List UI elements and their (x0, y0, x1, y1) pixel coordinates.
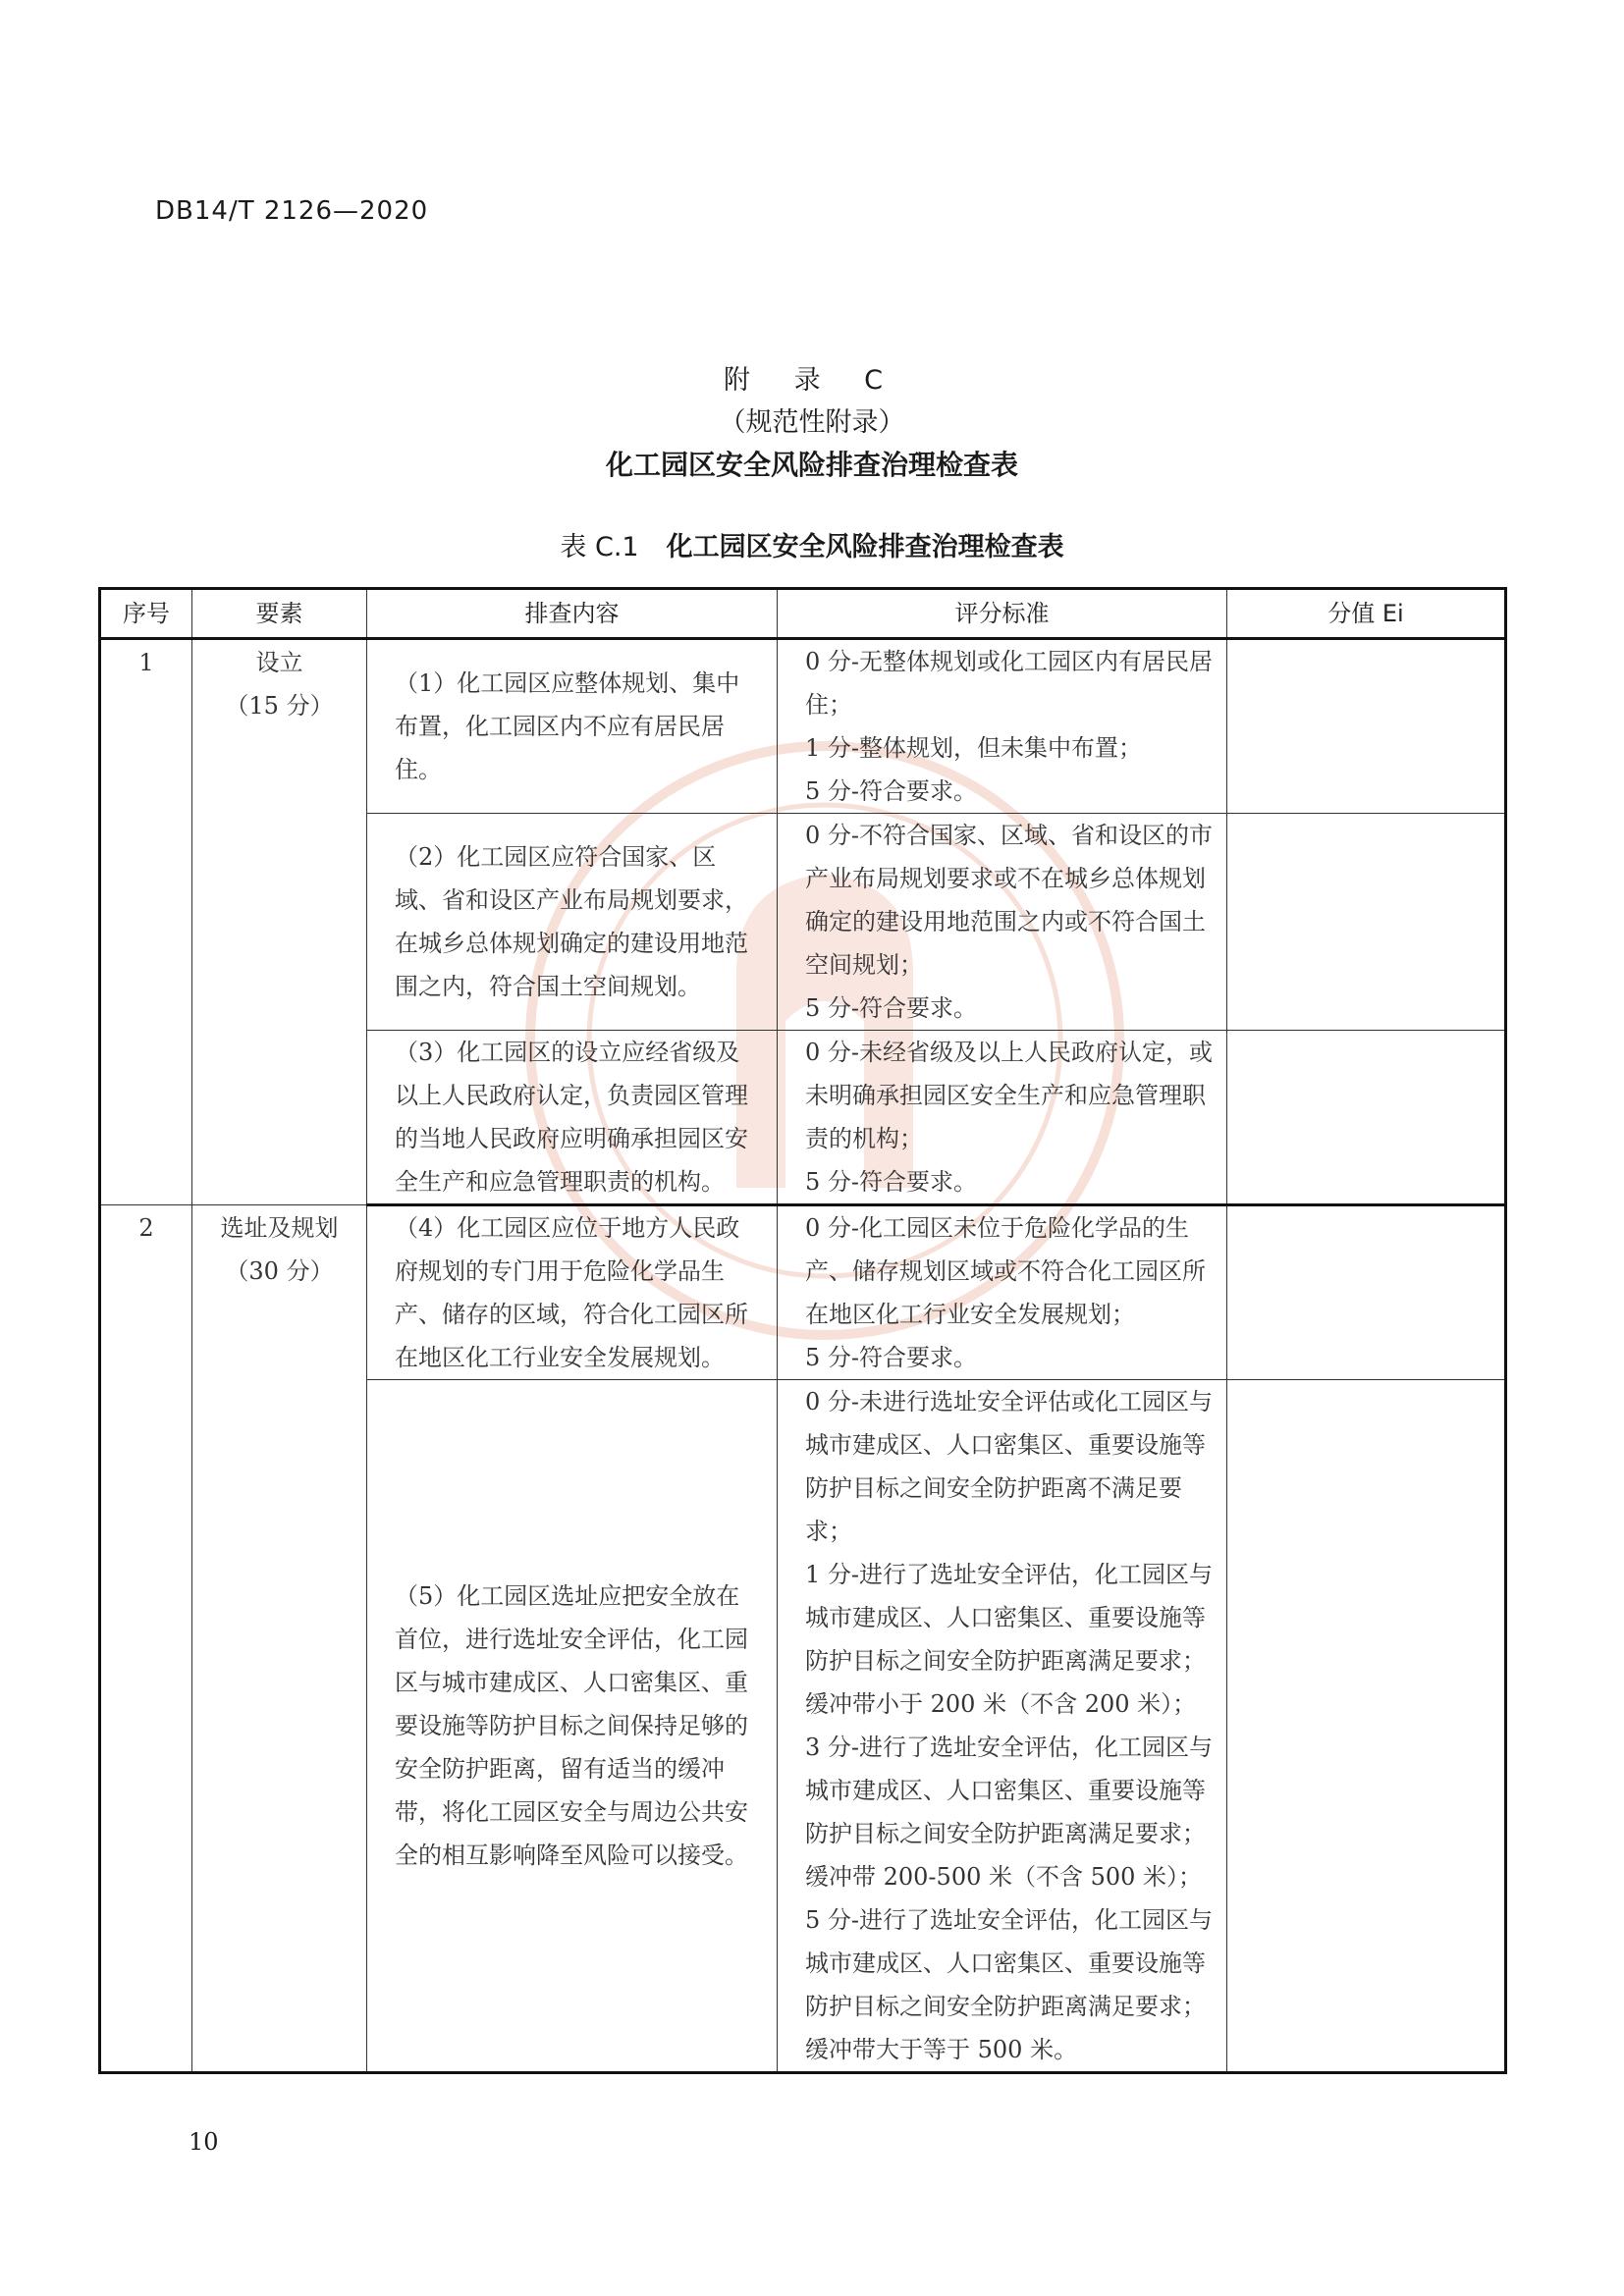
score-cell (1227, 814, 1506, 1031)
content-cell: （1）化工园区应整体规划、集中布置，化工园区内不应有居民居住。 (367, 639, 778, 814)
table-caption (0, 525, 1624, 563)
criteria-cell (778, 639, 1227, 814)
score-cell (1227, 639, 1506, 814)
element-cell (192, 639, 367, 1205)
element-points: （30 分） (225, 1257, 334, 1285)
content-cell: （3）化工园区的设立应经省级及以上人民政府认定，负责园区管理的当地人民政府应明确承担园区安全生产和应急管理职责的机构。 (367, 1031, 778, 1205)
page-number: 10 (189, 2128, 219, 2156)
criteria-line: 5 分-符合要求。 (805, 1168, 978, 1196)
table-title: 化工园区安全风险排查治理检查表 (666, 532, 1064, 562)
criteria-cell (778, 1205, 1227, 1380)
element-points: （15 分） (225, 692, 334, 720)
table-header-row (100, 589, 1506, 639)
criteria-line: 5 分-符合要求。 (805, 1344, 978, 1371)
col-header-content: 排查内容 (367, 589, 778, 639)
element-name: 设立 (255, 649, 303, 676)
table-label: 表 C.1 (560, 532, 639, 562)
criteria-cell (778, 814, 1227, 1031)
criteria-line: 1 分-进行了选址安全评估，化工园区与城市建成区、人口密集区、重要设施等防护目标之间安全防护距离满足要求；缓冲带小于 200 米（不含 200 米）； (805, 1561, 1214, 1718)
criteria-line: 5 分-进行了选址安全评估，化工园区与城市建成区、人口密集区、重要设施等防护目标之间安全防护距离满足要求；缓冲带大于等于 500 米。 (805, 1906, 1214, 2063)
table-row (100, 639, 1506, 814)
score-cell (1227, 1031, 1506, 1205)
score-cell (1227, 1205, 1506, 1380)
criteria-line: 1 分-整体规划，但未集中布置； (805, 734, 1143, 762)
content-cell: （2）化工园区应符合国家、区域、省和设区产业布局规划要求，在城乡总体规划确定的建设用地范围之内，符合国土空间规划。 (367, 814, 778, 1031)
col-header-element: 要素 (192, 589, 367, 639)
criteria-line: 0 分-化工园区未位于危险化学品的生产、储存规划区域或不符合化工园区所在地区化工行业安全发展规划； (805, 1214, 1206, 1328)
criteria-line: 0 分-未进行选址安全评估或化工园区与城市建成区、人口密集区、重要设施等防护目标之间安全防护距离不满足要求； (805, 1388, 1214, 1545)
col-header-criteria: 评分标准 (778, 589, 1227, 639)
document-code: DB14/T 2126—2020 (155, 196, 429, 226)
element-cell (192, 1205, 367, 2073)
criteria-line: 0 分-未经省级及以上人民政府认定，或未明确承担园区安全生产和应急管理职责的机构； (805, 1039, 1214, 1152)
col-header-seq: 序号 (100, 589, 192, 639)
criteria-line: 5 分-符合要求。 (805, 994, 978, 1022)
risk-checklist-table (98, 587, 1507, 2074)
seq-cell: 2 (100, 1205, 192, 2073)
element-name: 选址及规划 (220, 1214, 339, 1242)
table-row (100, 1205, 1506, 1380)
col-header-score: 分值 Ei (1227, 589, 1506, 639)
criteria-line: 5 分-符合要求。 (805, 777, 978, 805)
content-cell: （4）化工园区应位于地方人民政府规划的专门用于危险化学品生产、储存的区域，符合化工园区所在地区化工行业安全发展规划。 (367, 1205, 778, 1380)
criteria-line: 0 分-不符合国家、区域、省和设区的市产业布局规划要求或不在城乡总体规划确定的建设用地范围之内或不符合国土空间规划； (805, 822, 1214, 979)
criteria-line: 3 分-进行了选址安全评估，化工园区与城市建成区、人口密集区、重要设施等防护目标之间安全防护距离满足要求；缓冲带 200-500 米（不含 500 米）； (805, 1734, 1214, 1891)
seq-cell: 1 (100, 639, 192, 1205)
appendix-type: （规范性附录） (719, 407, 905, 438)
criteria-cell (778, 1380, 1227, 2073)
score-cell (1227, 1380, 1506, 2073)
appendix-heading: 附 录 C (723, 365, 901, 396)
criteria-line: 0 分-无整体规划或化工园区内有居民居住； (805, 648, 1214, 719)
content-cell: （5）化工园区选址应把安全放在首位，进行选址安全评估，化工园区与城市建成区、人口密集区、重要设施等防护目标之间保持足够的安全防护距离，留有适当的缓冲带，将化工园区安全与周边公共安全的相互影响降至风险可以接受。 (367, 1380, 778, 2073)
criteria-cell (778, 1031, 1227, 1205)
appendix-title: 化工园区安全风险排查治理检查表 (605, 449, 1018, 481)
